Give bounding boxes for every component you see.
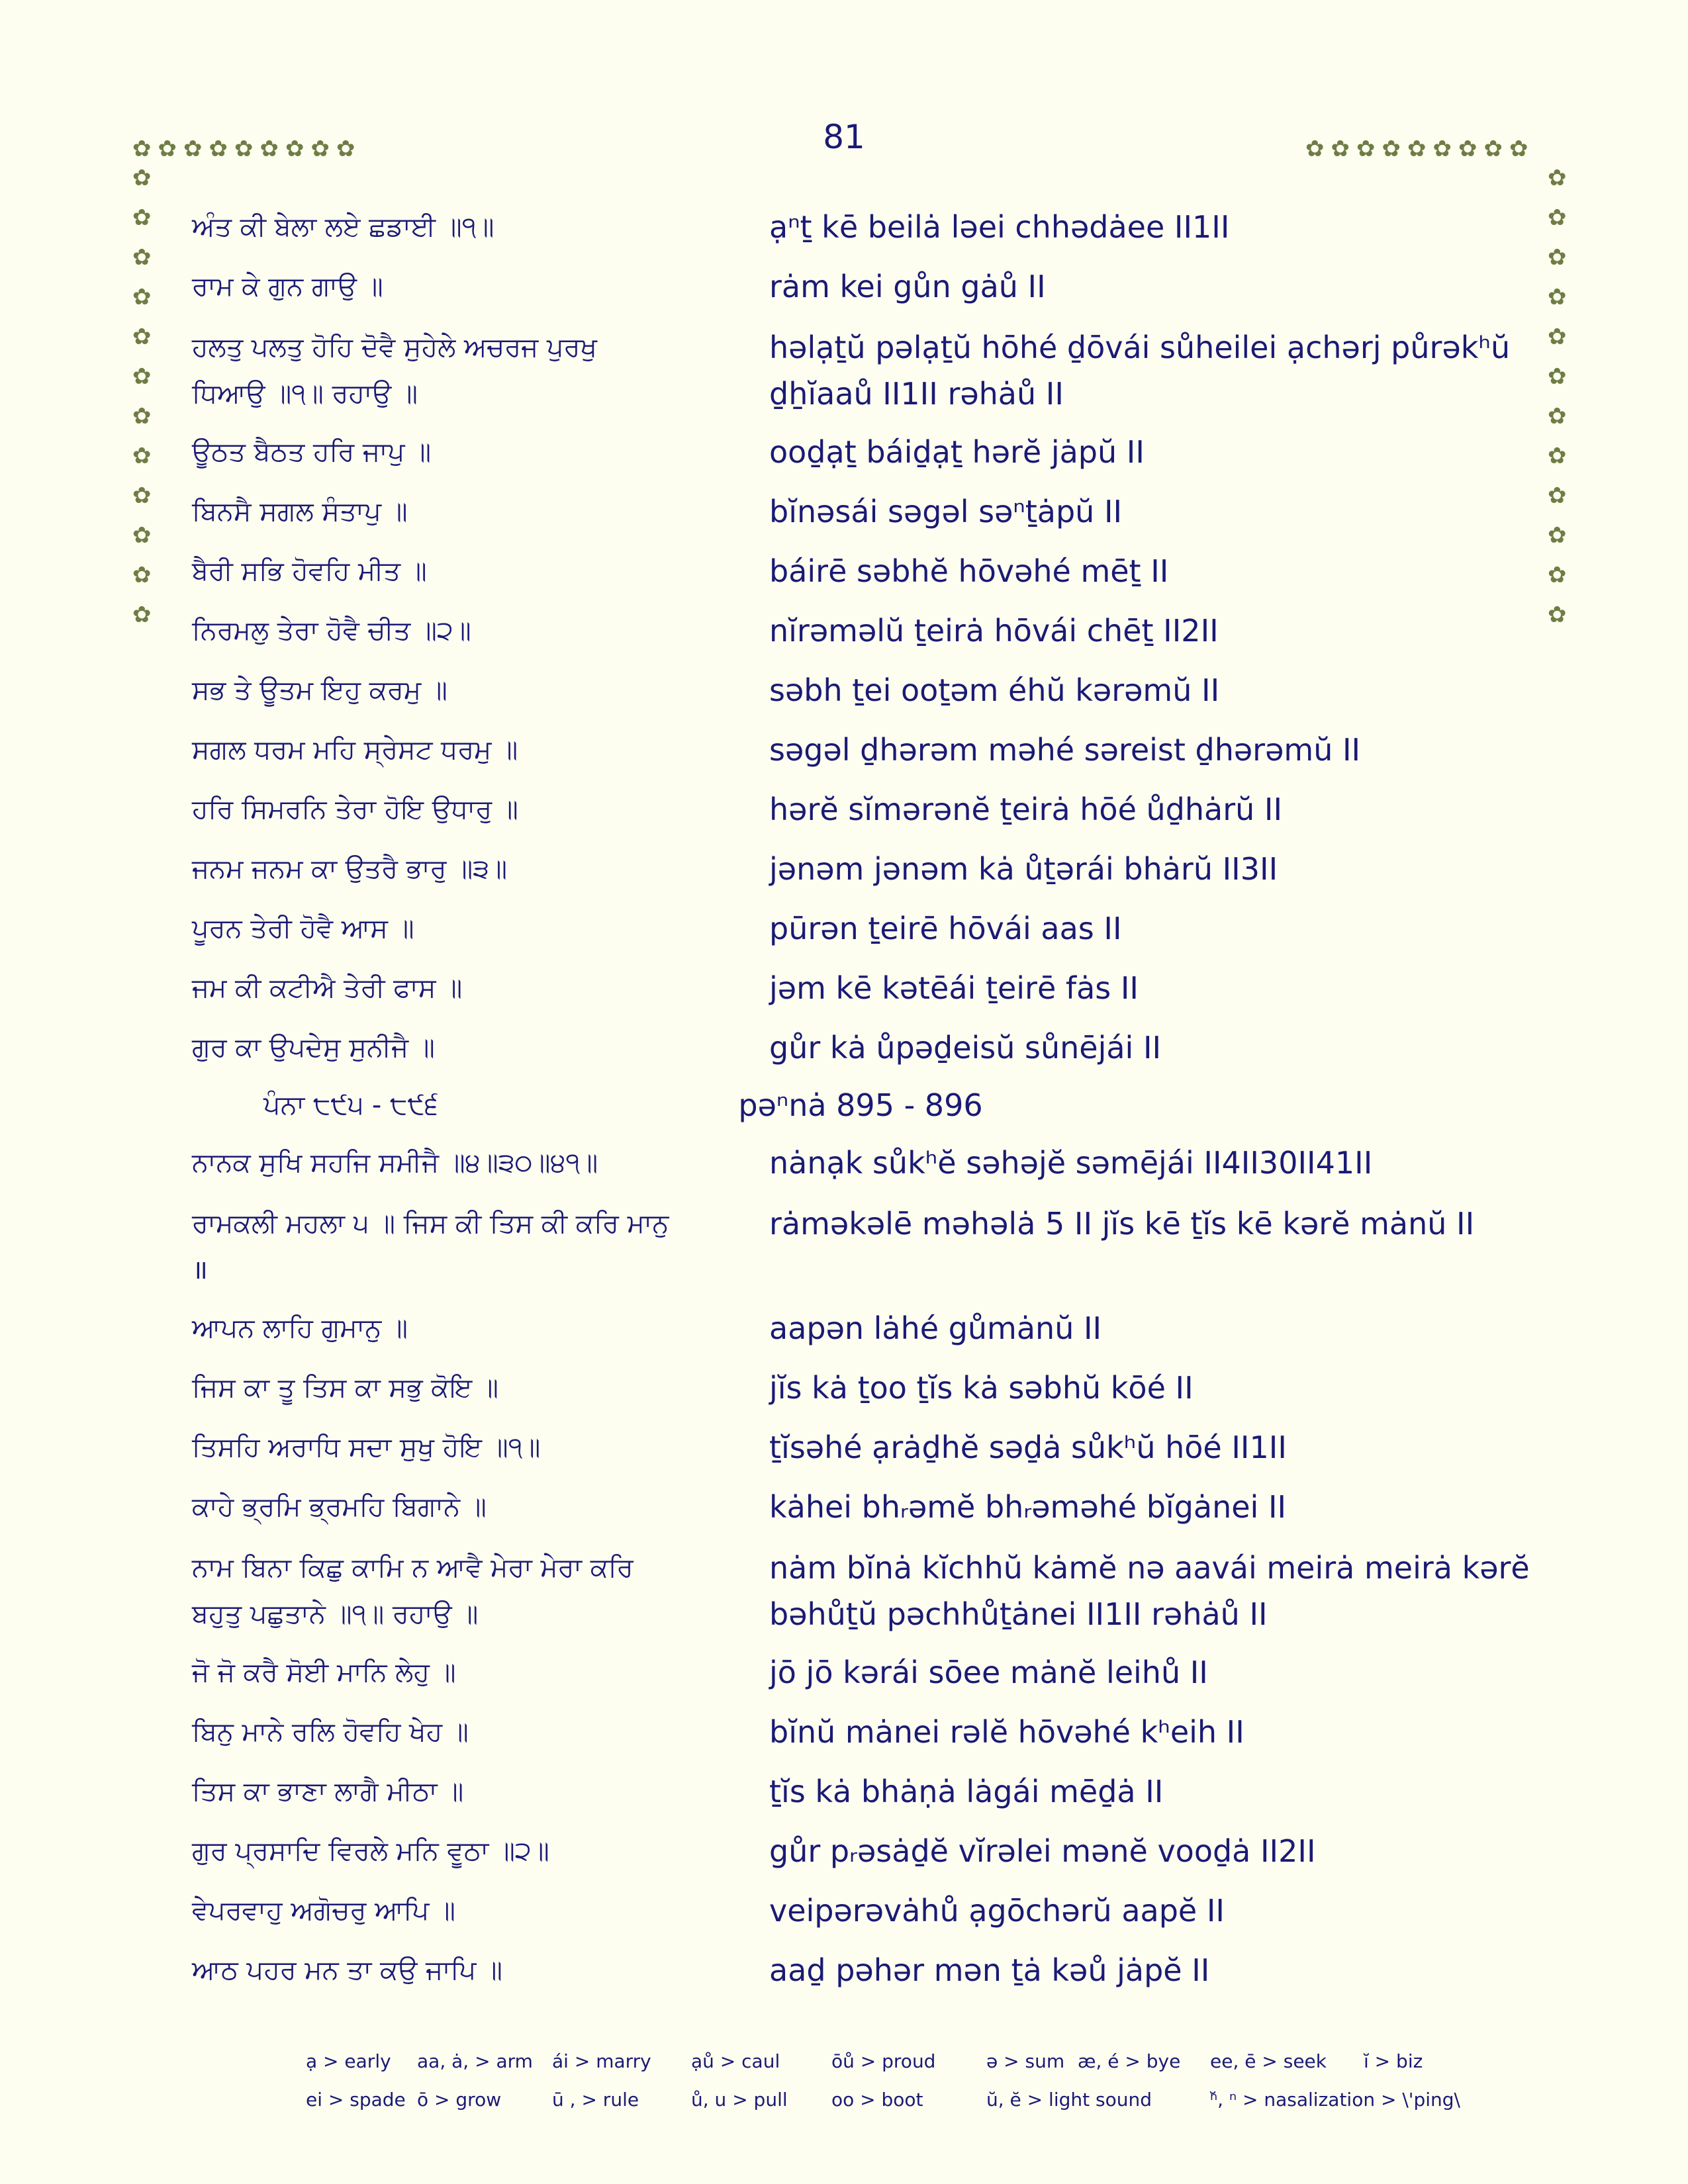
flower-icon: ✿	[1548, 482, 1567, 509]
gurmukhi-line: ਵੇਪਰਵਾਹੁ ਅਗੋਚਰੁ ਆਪਿ ॥	[192, 1895, 455, 1926]
flower-icon: ✿	[1548, 165, 1567, 191]
ornament-left	[132, 167, 152, 626]
transliteration-line: báirē səbhĕ hōvəhé mēṯ II	[769, 553, 1169, 589]
flower-icon: ✿	[209, 136, 228, 162]
flower-icon: ✿	[259, 136, 279, 162]
flower-icon: ✿	[132, 482, 152, 509]
verse-row	[192, 1358, 1523, 1418]
transliteration-line-part: bəhůṯŭ pəchhůṯȧnei II1II rəhȧů II	[769, 1596, 1268, 1632]
legend-item: ⁿ̆, ⁿ > nasalization > \'ping\	[1210, 2088, 1460, 2111]
transliteration-line: ṯĭsəhé ạrȧḏhĕ səḏȧ sůkʰŭ hōé II1II	[769, 1430, 1287, 1465]
gurmukhi-line: ਜਮ ਕੀ ਕਟੀਐ ਤੇਰੀ ਫਾਸ ॥	[192, 973, 463, 1003]
verse-row	[192, 1201, 1523, 1293]
flower-icon: ✿	[132, 522, 152, 549]
flower-icon: ✿	[1432, 136, 1452, 162]
flower-icon: ✿	[158, 136, 177, 162]
transliteration-line: pūrən ṯeirē hōvái aas II	[769, 911, 1122, 946]
flower-icon: ✿	[183, 136, 203, 162]
flower-icon: ✿	[1407, 136, 1427, 162]
flower-icon: ✿	[1305, 136, 1325, 162]
flower-icon: ✿	[132, 324, 152, 350]
verse-row	[192, 780, 1523, 839]
transliteration-line: jəm kē kətēái ṯeirē fȧs II	[769, 970, 1139, 1006]
transliteration-line: gůr kȧ ůpəḏeisŭ sůnējái II	[769, 1030, 1162, 1066]
transliteration-line: nĭrəməlŭ ṯeirȧ hōvái chēṯ II2II	[769, 613, 1219, 649]
verse-row	[192, 541, 1523, 601]
legend-item: æ, é > bye	[1078, 2050, 1181, 2072]
gurmukhi-line: ਗੁਰ ਕਾ ਉਪਦੇਸੁ ਸੁਨੀਜੈ ॥	[192, 1032, 435, 1063]
verse-row	[192, 601, 1523, 660]
legend-item: ạ > early	[306, 2050, 391, 2072]
legend-item: ū , > rule	[552, 2088, 639, 2111]
legend-item: ŭ, ĕ > light sound	[986, 2088, 1152, 2111]
legend-item: ái > marry	[552, 2050, 651, 2072]
gurmukhi-line	[192, 1201, 769, 1293]
gurmukhi-line: ਕਾਹੇ ਭ੍ਰਮਿ ਭ੍ਰਮਹਿ ਬਿਗਾਨੇ ॥	[192, 1492, 487, 1522]
verse-row	[192, 660, 1523, 720]
legend-item: ů, u > pull	[691, 2088, 788, 2111]
flower-icon: ✿	[132, 403, 152, 430]
verse-row	[192, 1643, 1523, 1702]
flower-icon: ✿	[1548, 284, 1567, 310]
flower-icon: ✿	[132, 443, 152, 469]
legend-item: ō > grow	[417, 2088, 502, 2111]
gurmukhi-line-part: ਨਾਮ ਬਿਨਾ ਕਿਛੁ ਕਾਮਿ ਨ ਆਵੈ ਮੇਰਾ ਮੇਰਾ ਕਰਿ	[192, 1553, 633, 1583]
transliteration-line: aapən lȧhé gůmȧnŭ II	[769, 1310, 1102, 1346]
transliteration-line: hərĕ sĭmərənĕ ṯeirȧ hōé ůḏhȧrŭ II	[769, 792, 1283, 827]
verse-row	[192, 1298, 1523, 1358]
verse-row	[192, 482, 1523, 541]
page-reference-gurmukhi: ਪੰਨਾ ੮੯੫ - ੮੯੬	[263, 1090, 439, 1120]
transliteration-line	[769, 324, 1511, 417]
flower-icon: ✿	[1331, 136, 1350, 162]
legend-item: aa, ȧ, > arm	[417, 2050, 533, 2072]
gurmukhi-line: ਪੂਰਨ ਤੇਰੀ ਹੋਵੈ ਆਸ ॥	[192, 913, 414, 944]
flower-icon: ✿	[1509, 136, 1528, 162]
gurmukhi-line-part: ਹਲਤੁ ਪਲਤੁ ਹੋਹਿ ਦੋਵੈ ਸੁਹੇਲੇ ਅਚਰਜ ਪੁਰਖੁ	[192, 332, 597, 363]
transliteration-line: jənəm jənəm kȧ ůṯərái bhȧrŭ II3II	[769, 851, 1278, 887]
transliteration-line: aaḏ pəhər mən ṯȧ kəů jȧpĕ II	[769, 1952, 1210, 1988]
page-reference	[192, 1077, 1523, 1133]
legend-item: ə > sum	[986, 2050, 1065, 2072]
gurmukhi-line: ਅੰਤ ਕੀ ਬੇਲਾ ਲਏ ਛਡਾਈ ॥੧॥	[192, 212, 494, 242]
flower-icon: ✿	[1382, 136, 1401, 162]
transliteration-line: səgəl ḏhərəm məhé səreist ḏhərəmŭ II	[769, 732, 1361, 768]
pronunciation-legend	[306, 2042, 1511, 2118]
gurmukhi-line: ਬਿਨਸੈ ਸਗਲ ਸੰਤਾਪੁ ॥	[192, 496, 408, 527]
transliteration-line: kȧhei bhᵣəmĕ bhᵣəməhé bĭgȧnei II	[769, 1489, 1287, 1525]
flower-icon: ✿	[1458, 136, 1477, 162]
gurmukhi-line: ਊਠਤ ਬੈਠਤ ਹਰਿ ਜਾਪੁ ॥	[192, 437, 432, 467]
transliteration-line: jō jō kərái sōee mȧnĕ leihů II	[769, 1655, 1208, 1690]
legend-item: ee, ē > seek	[1210, 2050, 1327, 2072]
transliteration-line: ạⁿṯ kē beilȧ ləei chhədȧee II1II	[769, 209, 1230, 245]
verse-row	[192, 1477, 1523, 1537]
page-number: 81	[823, 118, 865, 156]
verse-row	[192, 1881, 1523, 1940]
verse-row	[192, 1418, 1523, 1477]
verse-row	[192, 1940, 1523, 2000]
flower-icon: ✿	[336, 136, 355, 162]
verse-row	[192, 257, 1523, 316]
gurmukhi-line: ਆਠ ਪਹਰ ਮਨ ਤਾ ਕਉ ਜਾਪਿ ॥	[192, 1955, 503, 1985]
gurmukhi-line: ਗੁਰ ਪ੍ਰਸਾਦਿ ਵਿਰਲੇ ਮਨਿ ਵੂਠਾ ॥੨॥	[192, 1836, 549, 1866]
gurmukhi-line: ਜਨਮ ਜਨਮ ਕਾ ਉਤਰੈ ਭਾਰੁ ॥੩॥	[192, 854, 508, 884]
gurmukhi-line: ਹਰਿ ਸਿਮਰਨਿ ਤੇਰਾ ਹੋਇ ਉਧਾਰੁ ॥	[192, 794, 518, 825]
transliteration-line-part: ḏẖĭaaů II1II rəhȧů II	[769, 376, 1064, 412]
verse-row	[192, 1821, 1523, 1881]
flower-icon: ✿	[132, 562, 152, 588]
transliteration-line: veipərəvȧhů ạgōchərŭ aapĕ II	[769, 1893, 1225, 1929]
flower-icon: ✿	[1548, 602, 1567, 628]
transliteration-line: rȧm kei gůn gȧů II	[769, 269, 1046, 304]
transliteration-line-part: rȧməkəlē məhəlȧ 5 II jĭs kē ṯĭs kē kərĕ mȧnŭ II	[769, 1206, 1475, 1242]
gurmukhi-line: ਨਿਰਮਲੁ ਤੇਰਾ ਹੋਵੈ ਚੀਤ ॥੨॥	[192, 615, 471, 646]
gurmukhi-line: ਤਿਸ ਕਾ ਭਾਣਾ ਲਾਗੈ ਮੀਠਾ ॥	[192, 1776, 464, 1807]
verse-content	[192, 197, 1530, 2000]
verse-row	[192, 1133, 1523, 1193]
flower-icon: ✿	[1548, 324, 1567, 350]
verse-row	[192, 197, 1523, 257]
verse-row	[192, 958, 1523, 1018]
flower-icon: ✿	[285, 136, 305, 162]
transliteration-line	[769, 1201, 1511, 1247]
transliteration-line-part: nȧm bĭnȧ kĭchhŭ kȧmĕ nə aavái meirȧ meirȧ kərĕ	[769, 1550, 1530, 1586]
gurmukhi-line-part: ॥	[192, 1255, 208, 1285]
transliteration-line: bĭnŭ mȧnei rəlĕ hōvəhé kʰeih II	[769, 1714, 1244, 1750]
flower-icon: ✿	[132, 284, 152, 310]
verse-row	[192, 720, 1523, 780]
gurmukhi-line: ਜਿਸ ਕਾ ਤੂ ਤਿਸ ਕਾ ਸਭੁ ਕੋਇ ॥	[192, 1373, 498, 1403]
gurmukhi-line: ਸਭ ਤੇ ਊਤਮ ਇਹੁ ਕਰਮੁ ॥	[192, 675, 447, 705]
verse-row	[192, 1545, 1530, 1637]
gurmukhi-line: ਬੈਰੀ ਸਭਿ ਹੋਵਹਿ ਮੀਤ ॥	[192, 556, 427, 586]
gurmukhi-line-part: ਬਹੁਤੁ ਪਛੁਤਾਨੇ ॥੧॥ ਰਹਾਉ ॥	[192, 1599, 479, 1629]
legend-item: ōů > proud	[831, 2050, 936, 2072]
flower-icon: ✿	[1356, 136, 1376, 162]
verse-row	[192, 899, 1523, 958]
flower-icon: ✿	[1548, 205, 1567, 231]
gurmukhi-line: ਜੋ ਜੋ ਕਰੈ ਸੋਈ ਮਾਨਿ ਲੇਹੁ ॥	[192, 1657, 456, 1688]
transliteration-line: nȧnạk sůkʰĕ səhəjĕ səmējái II4II30II41II	[769, 1145, 1373, 1181]
gurmukhi-line-part: ਰਾਮਕਲੀ ਮਹਲਾ ੫ ॥ ਜਿਸ ਕੀ ਤਿਸ ਕੀ ਕਰਿ ਮਾਨੁ	[192, 1208, 669, 1239]
transliteration-line: gůr pᵣəsȧḏĕ vĭrəlei mənĕ vooḏȧ II2II	[769, 1833, 1316, 1869]
verse-row	[192, 839, 1523, 899]
verse-row	[192, 1762, 1523, 1821]
flower-icon: ✿	[310, 136, 330, 162]
legend-item: ĭ > biz	[1364, 2050, 1423, 2072]
flower-icon: ✿	[132, 205, 152, 231]
transliteration-line	[769, 1545, 1530, 1637]
transliteration-line: bĭnəsái səgəl səⁿṯȧpŭ II	[769, 494, 1123, 529]
ornament-top-right	[1305, 138, 1528, 160]
gurmukhi-line: ਸਗਲ ਧਰਮ ਮਹਿ ਸ੍ਰੇਸਟ ਧਰਮੁ ॥	[192, 735, 518, 765]
gurmukhi-line: ਨਾਨਕ ਸੁਖਿ ਸਹਜਿ ਸਮੀਜੈ ॥੪॥੩੦॥੪੧॥	[192, 1148, 598, 1178]
legend-item: ạů > caul	[691, 2050, 780, 2072]
flower-icon: ✿	[1483, 136, 1503, 162]
flower-icon: ✿	[132, 244, 152, 271]
transliteration-line: səbh ṯei ooṯəm éhŭ kərəmŭ II	[769, 672, 1220, 708]
flower-icon: ✿	[132, 363, 152, 390]
flower-icon: ✿	[132, 602, 152, 628]
verse-row	[192, 324, 1523, 417]
flower-icon: ✿	[1548, 522, 1567, 549]
transliteration-line: jĭs kȧ ṯoo ṯĭs kȧ səbhŭ kōé II	[769, 1370, 1194, 1406]
legend-row	[306, 2042, 1511, 2080]
transliteration-line: ooḏạṯ báiḏạṯ hərĕ jȧpŭ II	[769, 434, 1145, 470]
verse-row	[192, 1018, 1523, 1077]
flower-icon: ✿	[1548, 562, 1567, 588]
flower-icon: ✿	[1548, 363, 1567, 390]
gurmukhi-line: ਬਿਨੁ ਮਾਨੇ ਰਲਿ ਹੋਵਹਿ ਖੇਹ ॥	[192, 1717, 469, 1747]
ornament-top-left	[132, 138, 355, 160]
legend-row	[306, 2080, 1511, 2118]
flower-icon: ✿	[1548, 443, 1567, 469]
flower-icon: ✿	[132, 136, 152, 162]
verse-row	[192, 1702, 1523, 1762]
transliteration-line: ṯĭs kȧ bhȧṇȧ lȧgái mēḏȧ II	[769, 1774, 1164, 1809]
gurmukhi-line: ਤਿਸਹਿ ਅਰਾਧਿ ਸਦਾ ਸੁਖੁ ਹੋਇ ॥੧॥	[192, 1432, 541, 1463]
legend-item: oo > boot	[831, 2088, 923, 2111]
ornament-right	[1548, 167, 1567, 626]
gurmukhi-line: ਰਾਮ ਕੇ ਗੁਨ ਗਾਉ ॥	[192, 271, 383, 302]
flower-icon: ✿	[234, 136, 254, 162]
page-reference-transliteration: pəⁿnȧ 895 - 896	[738, 1087, 983, 1123]
verse-row	[192, 422, 1523, 482]
gurmukhi-line	[192, 324, 769, 417]
flower-icon: ✿	[132, 165, 152, 191]
flower-icon: ✿	[1548, 403, 1567, 430]
gurmukhi-line: ਆਪਨ ਲਾਹਿ ਗੁਮਾਨੁ ॥	[192, 1313, 408, 1343]
gurmukhi-line	[192, 1545, 769, 1637]
legend-item: ei > spade	[306, 2088, 406, 2111]
gurmukhi-line-part: ਧਿਆਉ ॥੧॥ ਰਹਾਉ ॥	[192, 379, 418, 409]
transliteration-line-part: həlạṯŭ pəlạṯŭ hōhé ḏōvái sůheilei ạchərj půrəkʰŭ	[769, 330, 1511, 365]
flower-icon: ✿	[1548, 244, 1567, 271]
